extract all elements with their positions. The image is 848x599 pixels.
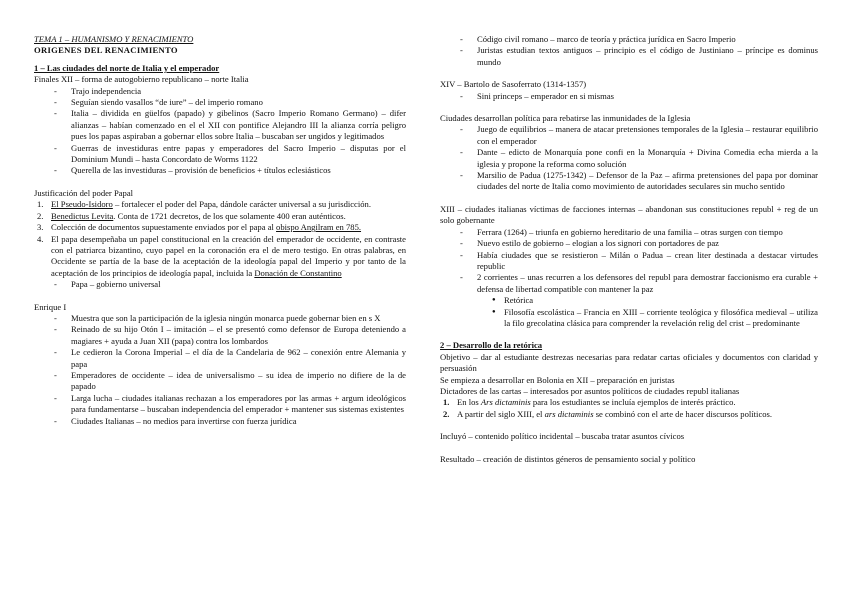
- list-item: - Papa – gobierno universal: [34, 279, 406, 290]
- list-item: - Guerras de investiduras entre papas y emperadores del Sacro Imperio – disputas por el Dominium Mundi – hasta Concordato de Worms 1122: [34, 143, 406, 166]
- list-item: 2. A partir del siglo XIII, el ars dictaminis se combinó con el arte de hacer discursos políticos.: [443, 408, 773, 419]
- list-item: - Había ciudades que se resistieron – Milán o Padua – crean liter destinada a destacar virtudes republic: [440, 250, 818, 273]
- list-item: - 2 corrientes – unas recurren a los defensores del republ para demostrar faccionismo era curable + defensa de libertad compatible con mantener la paz: [440, 272, 818, 295]
- xiii-line: XIII – ciudades italianas víctimas de facciones internas – abandonan sus constituciones republ + reg de un solo gobernante: [440, 203, 818, 226]
- list-item: - Sini princeps – emperador en si mismas: [440, 91, 818, 102]
- list-xiv: [440, 91, 818, 102]
- list-item: - Juego de equilibrios – manera de atacar pretensiones temporales de la Iglesia – restaurar equilibrio con el emperador: [440, 124, 818, 147]
- list-item: - Seguían siendo vasallos “de iure” – del imperio romano: [34, 97, 406, 108]
- finales-line: Finales XII – forma de autogobierno republicano – norte Italia: [34, 74, 249, 85]
- list-codigo: [440, 34, 818, 68]
- list-item: - Muestra que son la participación de la iglesia ningún monarca puede gobernar bien en s X: [34, 313, 406, 324]
- list-item: - Trajo independencia: [34, 86, 406, 97]
- list-item: - Italia – dividida en güelfos (papado) y gibelinos (Sacro Imperio Romano Germano) – difer alianzas – habían comenzado en el el XII con pontifice Alejandro III la alianza corría peligro pues los papas aspiraban a gobernar ellos sobre Italia – buscaban ser ungidos y legitimados: [34, 108, 406, 142]
- pseudo-isidoro-link: El Pseudo-Isidoro: [51, 199, 113, 210]
- section-1-heading: 1 – Las ciudades del norte de Italia y el emperador: [34, 62, 220, 73]
- list-item: - Ferrara (1264) – triunfa en gobierno hereditario de una familia – otras surgen con tiempo: [440, 227, 818, 238]
- incluyo-line: Incluyó – contenido político incidental – buscaba tratar asuntos cívicos: [440, 431, 685, 442]
- dictadores-line: Dictadores de las cartas – interesados por asuntos políticos de ciudades republ italianas: [440, 385, 740, 396]
- enrique-heading: Enrique I: [34, 301, 67, 312]
- list-item: 2. Benedictus Levita. Conta de 1721 decretos, de los que solamente 400 eran auténticos.: [37, 210, 346, 221]
- ciudades-line: Ciudades desarrollan política para rebatirse las inmunidades de la Iglesia: [440, 113, 691, 124]
- list-item: - Dante – edicto de Monarquía pone confi en la Monarquía + Divina Comedia echa mierda a la iglesia y propone la reforma como solución: [440, 147, 818, 170]
- justificacion-heading: Justificación del poder Papal: [34, 187, 134, 198]
- papa-list: [34, 279, 406, 290]
- list-item: - Marsilio de Padua (1275-1342) – Defensor de la Paz – afirma pretensiones del papa por dominar ciudades del norte de Italia como movimiento de autoridades seculares sin mucho sentido: [440, 170, 818, 193]
- right-column: [440, 34, 818, 465]
- list-item: - Código civil romano – marco de teoría y práctica jurídica en Sacro Imperio: [440, 34, 818, 45]
- left-column: [34, 34, 406, 427]
- list-item: - Reinado de su hijo Otón I – imitación – el se presentó como defensor de Europa deteniendo a magiares + ayuda a Juan XII (papa) contra los lombardos: [34, 324, 406, 347]
- list-item: - Larga lucha – ciudades italianas rechazan a los emperadores por las armas + argum ideológicos para fundamentarse – buscaban independencia del emperador + mantener sus sistemas existentes: [34, 393, 406, 416]
- list-item: - Querella de las investiduras – provisión de beneficios + títulos eclesiásticos: [34, 165, 406, 176]
- list-italy: [34, 86, 406, 177]
- document-title: TEMA 1 – HUMANISMO Y RENACIMIENTO: [34, 34, 194, 44]
- objetivo-line: Objetivo – dar al estudiante destrezas necesarias para redatar cartas oficiales y documentos con claridad y persuasión: [440, 351, 818, 374]
- ars-list: [440, 397, 818, 420]
- list-item: - Le cedieron la Corona Imperial – el día de la Candelaria de 962 – conexión entre Alemania y papa: [34, 347, 406, 370]
- list-ciudades: [440, 124, 818, 192]
- list-item: - Juristas estudian textos antiguos – principio es el código de Justiniano – príncipe es dominus mundo: [440, 45, 818, 68]
- benedictus-levita-link: Benedictus Levita: [51, 210, 114, 221]
- justificacion-list: [34, 199, 406, 279]
- corrientes-bullets: [440, 295, 818, 329]
- angilram-link: obispo Angilram en 785.: [276, 222, 362, 233]
- list-item: 1. En los Ars dictaminis para los estudiantes se incluía ejemplos de interés práctico.: [443, 397, 736, 408]
- list-item: ● Filosofía escolástica – Francia en XIII – corriente teológica y filosófica medieval – utiliza la filo grecolatina clásica para comprender la revelación relig del crist – predominante: [440, 307, 818, 330]
- list-enrique: [34, 313, 406, 427]
- list-item: 4. El papa desempeñaba un papel constitucional en la creación del emperador de occidente, en contraste con el patriarca bizantino, cuyo papel en la coronación era el de mero testigo. En otras palabras, en Occidente se partía de la base de la aceptación de la ideología papal del Imperio y por tanto de la aceptación de los principios de ideología papal, incluida la Donación de Constantino: [37, 233, 406, 278]
- list-xiii: [440, 227, 818, 295]
- list-item: ● Retórica: [440, 295, 818, 306]
- donacion-link: Donación de Constantino: [254, 267, 342, 278]
- xiv-line: XIV – Bartolo de Sasoferrato (1314-1357): [440, 79, 587, 90]
- section-2-heading: 2 – Desarrollo de la retórica: [440, 340, 543, 351]
- list-item: - Emperadores de occidente – idea de universalismo – su idea de imperio no difiere de la de papado: [34, 370, 406, 393]
- list-item: 3. Colección de documentos supuestamente enviados por el papa al obispo Angilram en 785.: [37, 222, 362, 233]
- document-subtitle: ORIGENES DEL RENACIMIENTO: [34, 45, 178, 56]
- list-item: 1. El Pseudo-Isidoro – fortalecer el poder del Papa, dándole carácter universal a su jurisdicción.: [37, 199, 372, 210]
- list-item: - Ciudades Italianas – no medios para invertirse con fuerza jurídica: [34, 416, 406, 427]
- empieza-line: Se empieza a desarrollar en Bolonia en XII – preparación en juristas: [440, 374, 675, 385]
- resultado-line: Resultado – creación de distintos géneros de pensamiento social y político: [440, 453, 696, 464]
- list-item: - Nuevo estilo de gobierno – elogian a los signori con portadores de paz: [440, 238, 818, 249]
